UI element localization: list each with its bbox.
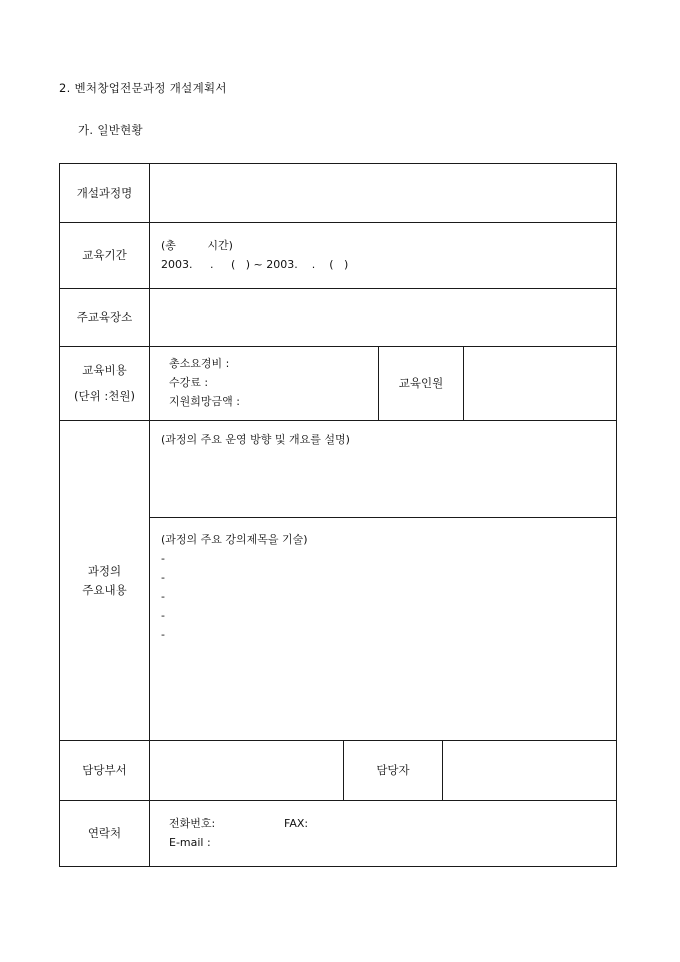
department-label [60, 741, 149, 800]
department-label-text: 담당부서 [82, 763, 127, 778]
venue-label-text: 주교육장소 [76, 310, 133, 325]
cost-label-line1: 교육비용 [82, 363, 127, 378]
cost-label [60, 347, 149, 420]
contact-fax[interactable]: FAX: [284, 817, 309, 830]
lecture-item[interactable]: - [161, 609, 165, 622]
period-dates[interactable]: 2003. . ( ) ~ 2003. . ( ) [161, 258, 349, 271]
participants-divider [463, 346, 464, 420]
cost-requested-support[interactable]: 지원희망금액 : [169, 395, 240, 408]
course-name-label [60, 164, 149, 222]
course-name-label-text: 개설과정명 [76, 185, 133, 200]
content-label-line1: 과정의 [87, 564, 122, 579]
participants-label-text: 교육인원 [398, 376, 444, 391]
lecture-item[interactable]: - [161, 628, 165, 641]
lecture-item[interactable]: - [161, 590, 165, 603]
contact-email[interactable]: E-mail : [169, 836, 211, 849]
lecture-item[interactable]: - [161, 571, 165, 584]
label-column-divider [149, 163, 150, 867]
cost-label-line2: (단위 :천원) [74, 388, 135, 403]
period-label-text: 교육기간 [82, 248, 127, 263]
manager-divider [442, 740, 443, 800]
course-plan-form [59, 163, 617, 867]
cost-total[interactable]: 총소요경비 : [169, 357, 230, 370]
period-total-hours[interactable]: (총 시간) [161, 239, 233, 252]
lectures-hint[interactable]: (과정의 주요 강의제목을 기술) [161, 533, 308, 546]
manager-label-text: 담당자 [376, 763, 410, 778]
form-border-right [616, 163, 617, 867]
contact-phone[interactable]: 전화번호: [169, 817, 216, 830]
cost-tuition[interactable]: 수강료 : [169, 376, 209, 389]
contact-label [60, 801, 149, 866]
manager-label [344, 741, 442, 800]
overview-hint[interactable]: (과정의 주요 운영 방향 및 개요를 설명) [161, 433, 350, 446]
contact-label-text: 연락처 [87, 826, 122, 841]
period-label [60, 223, 149, 288]
form-border-bottom [59, 866, 617, 867]
document-heading: 2. 벤처창업전문과정 개설계획서 [59, 81, 227, 95]
content-subdivider [149, 517, 617, 518]
participants-label [379, 347, 463, 420]
lecture-item[interactable]: - [161, 552, 165, 565]
venue-label [60, 289, 149, 346]
section-subheading: 가. 일반현황 [78, 123, 143, 137]
content-label [60, 421, 149, 740]
content-label-line2: 주요내용 [82, 582, 127, 597]
